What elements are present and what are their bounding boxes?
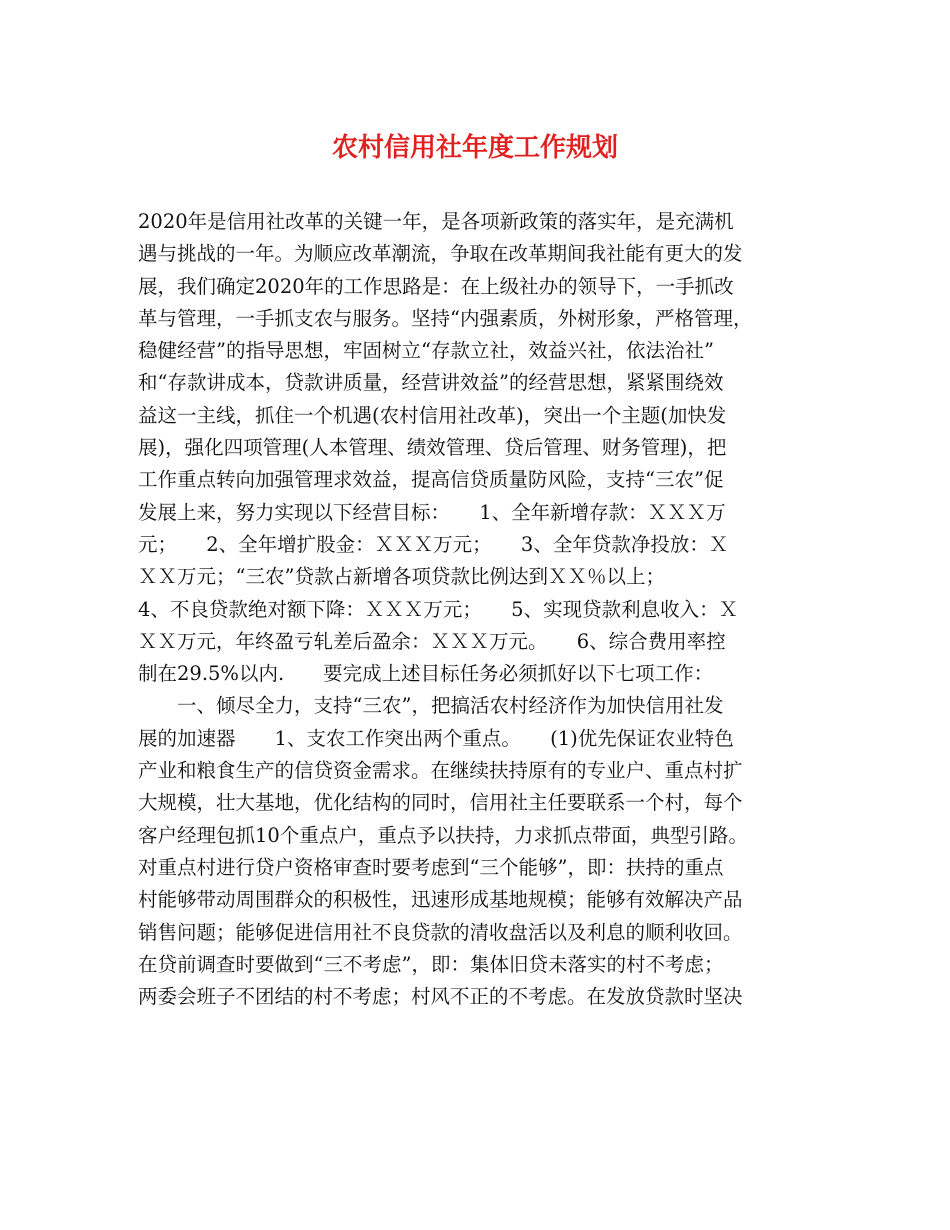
document-body (138, 206, 828, 1013)
body-line: 革与管理，一手抓支农与服务。坚持“内强素质，外树形象，严格管理， (138, 306, 753, 330)
body-line: 发展上来，努力实现以下经营目标： 1、全年新增存款：ＸＸＸ万 (138, 500, 726, 524)
body-line: 稳健经营”的指导思想，牢固树立“存款立社，效益兴社，依法治社” (138, 339, 714, 363)
body-line: 工作重点转向加强管理求效益，提高信贷质量防风险，支持“三农”促 (138, 468, 724, 492)
body-line: 两委会班子不团结的村不考虑；村风不正的不考虑。在发放贷款时坚决 (138, 985, 743, 1009)
body-line: 在贷前调查时要做到“三不考虑”，即：集体旧贷未落实的村不考虑； (138, 952, 724, 976)
body-line: 元； 2、全年增扩股金：ＸＸＸ万元； 3、全年贷款净投放：Ｘ (138, 532, 729, 556)
body-line: 益这一主线，抓住一个机遇(农村信用社改革)，突出一个主题(加快发 (138, 403, 727, 427)
body-line: 制在29.5%以内. 要完成上述目标任务必须抓好以下七项工作： (138, 662, 714, 686)
body-line: 4、不良贷款绝对额下降：ＸＸＸ万元； 5、实现贷款利息收入：Ｘ (138, 597, 739, 621)
body-line: 销售问题；能够促进信用社不良贷款的清收盘活以及利息的顺利收回。 (138, 920, 743, 944)
body-line: ＸＸ万元；“三农”贷款占新增各项贷款比例达到ＸＸ％以上； (138, 565, 665, 589)
body-line: 遇与挑战的一年。为顺应改革潮流，争取在改革期间我社能有更大的发 (138, 242, 743, 266)
body-line: 展，我们确定2020年的工作思路是：在上级社办的领导下，一手抓改 (138, 274, 734, 298)
body-line: 大规模，壮大基地，优化结构的同时，信用社主任要联系一个村，每个 (138, 791, 743, 815)
body-line: 和“存款讲成本，贷款讲质量，经营讲效益”的经营思想，紧紧围绕效 (138, 371, 724, 395)
body-line: 2020年是信用社改革的关键一年，是各项新政策的落实年，是充满机 (138, 210, 734, 233)
body-line: 对重点村进行贷户资格审查时要考虑到“三个能够”，即：扶持的重点 (138, 855, 724, 879)
body-line: 一、倾尽全力，支持“三农”，把搞活农村经济作为加快信用社发 (138, 694, 724, 718)
body-line: ＸＸ万元，年终盈亏轧差后盈余：ＸＸＸ万元。 6、综合费用率控 (138, 629, 726, 653)
body-line: 展)，强化四项管理(人本管理、绩效管理、贷后管理、财务管理)，把 (138, 436, 727, 460)
body-line: 村能够带动周围群众的积极性，迅速形成基地规模；能够有效解决产品 (138, 888, 743, 912)
body-line: 客户经理包抓10个重点户，重点予以扶持，力求抓点带面，典型引路。 (138, 823, 748, 847)
body-line: 展的加速器 1、支农工作突出两个重点。 (1)优先保证农业特色 (138, 726, 734, 750)
body-line: 产业和粮食生产的信贷资金需求。在继续扶持原有的专业户、重点村扩 (138, 759, 743, 783)
document-title: 农村信用社年度工作规划 (331, 133, 618, 163)
